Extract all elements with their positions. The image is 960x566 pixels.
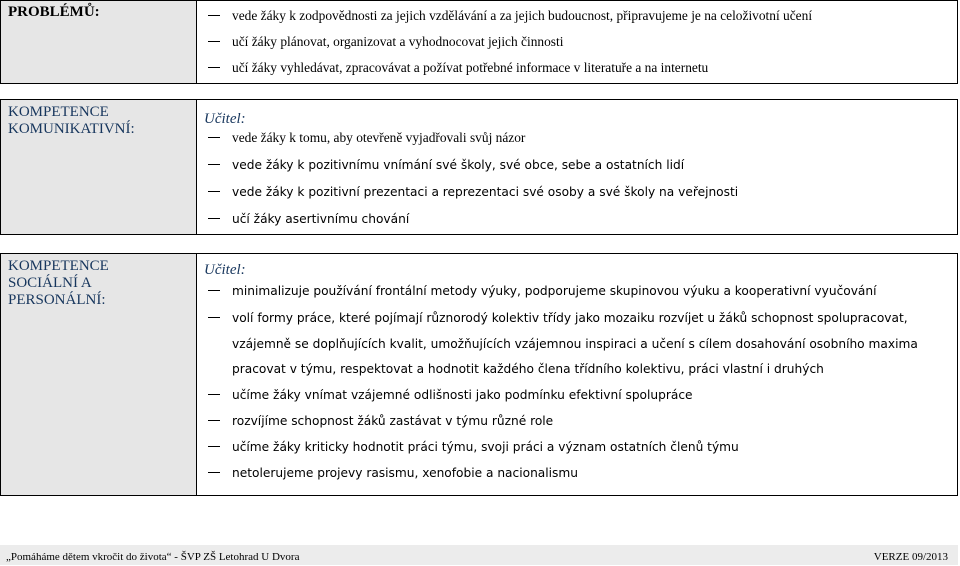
list-item-text: učí žáky vyhledávat, zpracovávat a požívat potřebné informace v literatuře a na internetu bbox=[232, 60, 709, 75]
section-content bbox=[198, 254, 957, 495]
kompetence-socialni-section bbox=[0, 253, 958, 496]
section-label: PROBLÉMŮ: bbox=[8, 4, 100, 20]
problemy-section bbox=[0, 0, 958, 84]
teacher-heading: Učitel: bbox=[204, 262, 246, 278]
list-item-text: učíme žáky vnímat vzájemné odlišnosti jako podmínku efektivní spolupráce bbox=[232, 388, 693, 402]
section-label-line: PERSONÁLNÍ: bbox=[8, 292, 106, 308]
dash-bullet-icon bbox=[208, 41, 220, 42]
list-item-text: učíme žáky kriticky hodnotit práci týmu, svoji práci a význam ostatních členů týmu bbox=[232, 440, 739, 454]
footer-version: VERZE 09/2013 bbox=[873, 551, 948, 563]
list-item-text: vzájemně se doplňujících kvalit, umožňujících vzájemnou inspiraci a učení s cílem dosahování osobního maxima bbox=[232, 337, 918, 351]
list-item-text: učí žáky plánovat, organizovat a vyhodnocovat jejich činnosti bbox=[232, 34, 564, 49]
section-label-cell bbox=[1, 100, 197, 234]
dash-bullet-icon bbox=[208, 164, 220, 165]
list-item-text: vede žáky k zodpovědnosti za jejich vzdělávání a za jejich budoucnost, připravujeme je na celoživotní učení bbox=[232, 8, 813, 23]
dash-bullet-icon bbox=[208, 290, 220, 291]
list-item-text: vede žáky k tomu, aby otevřeně vyjadřovali svůj názor bbox=[232, 130, 526, 145]
section-label-cell bbox=[1, 254, 197, 495]
dash-bullet-icon bbox=[208, 472, 220, 473]
list-item-text: vede žáky k pozitivní prezentaci a reprezentaci své osoby a své školy na veřejnosti bbox=[232, 185, 739, 199]
section-label-cell bbox=[1, 1, 197, 83]
list-item-text: volí formy práce, které pojímají různorodý kolektiv třídy jako mozaiku rozvíjet u žáků schopnost spolupracovat, bbox=[232, 311, 908, 325]
section-label bbox=[8, 104, 135, 138]
list-item-text: rozvíjíme schopnost žáků zastávat v týmu různé role bbox=[232, 414, 554, 428]
section-label-line: SOCIÁLNÍ A bbox=[8, 275, 92, 291]
dash-bullet-icon bbox=[208, 317, 220, 318]
dash-bullet-icon bbox=[208, 67, 220, 68]
section-label-line: KOMUNIKATIVNÍ: bbox=[8, 121, 135, 137]
section-content bbox=[198, 1, 957, 83]
dash-bullet-icon bbox=[208, 420, 220, 421]
list-item-text: netolerujeme projevy rasismu, xenofobie a nacionalismu bbox=[232, 466, 578, 480]
dash-bullet-icon bbox=[208, 15, 220, 16]
list-item-text: minimalizuje používání frontální metody výuky, podporujeme skupinovou výuku a kooperativní vyučování bbox=[232, 284, 877, 298]
teacher-heading: Učitel: bbox=[204, 111, 246, 127]
dash-bullet-icon bbox=[208, 394, 220, 395]
section-label-line: KOMPETENCE bbox=[8, 258, 109, 274]
dash-bullet-icon bbox=[208, 446, 220, 447]
dash-bullet-icon bbox=[208, 218, 220, 219]
section-label bbox=[8, 258, 109, 309]
list-item-text: pracovat v týmu, respektovat a hodnotit každého člena třídního kolektivu, práci vlastní i druhých bbox=[232, 362, 824, 376]
dash-bullet-icon bbox=[208, 137, 220, 138]
section-label-line: KOMPETENCE bbox=[8, 104, 109, 120]
kompetence-komunikativni-section bbox=[0, 99, 958, 235]
dash-bullet-icon bbox=[208, 191, 220, 192]
list-item-text: učí žáky asertivnímu chování bbox=[232, 212, 410, 226]
footer-school-name: „Pomáháme dětem vkročit do života“ - ŠVP ZŠ Letohrad U Dvora bbox=[6, 551, 300, 563]
list-item-text: vede žáky k pozitivnímu vnímání své školy, své obce, sebe a ostatních lidí bbox=[232, 158, 685, 172]
section-content bbox=[198, 100, 957, 234]
